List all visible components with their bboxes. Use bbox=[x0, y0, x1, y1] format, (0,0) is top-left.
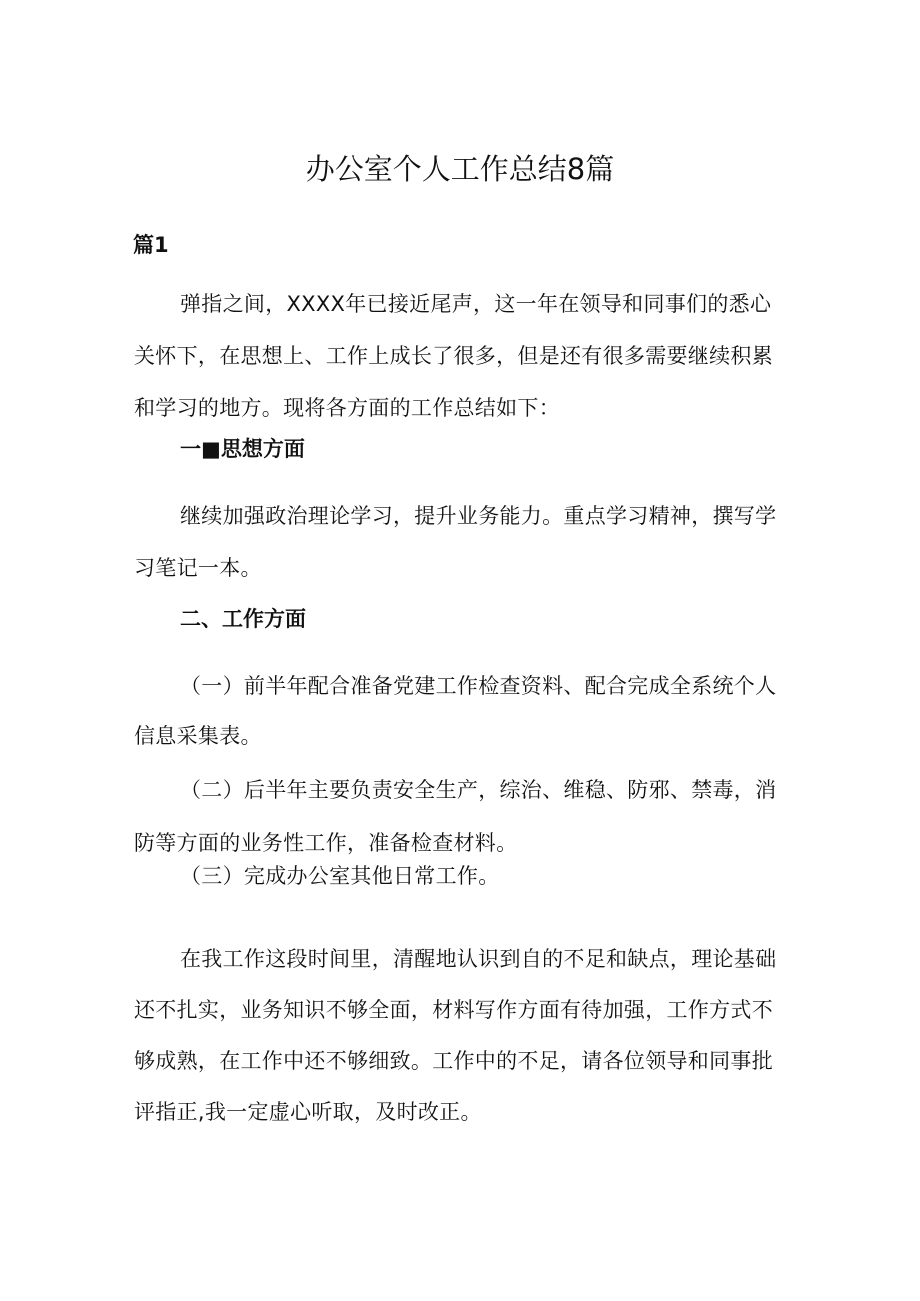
intro-paragraph: 弹指之间，XXXX年已接近尾声，这一年在领导和同事们的悉心关怀下，在思想上、工作上成长了很多，但是还有很多需要继续积累和学习的地方。现将各方面的工作总结如下： bbox=[134, 292, 773, 420]
section-heading-work: 二、工作方面 bbox=[180, 607, 306, 631]
work-item-3: （三）完成办公室其他日常工作。 bbox=[180, 864, 500, 888]
work-item-2: （二）后半年主要负责安全生产，综治、维稳、防邪、禁毒，消防等方面的业务性工作，准备检查材料。 bbox=[134, 778, 777, 855]
work-item-1: （一）前半年配合准备党建工作检查资料、配合完成全系统个人信息采集表。 bbox=[134, 674, 777, 748]
self-review-paragraph: 在我工作这段时间里，清醒地认识到自的不足和缺点，理论基础还不扎实，业务知识不够全面，材料写作方面有待加强，工作方式不够成熟，在工作中还不够细致。工作中的不足，请各位领导和同事批评指正,我一定虚心听取，及时改正。 bbox=[134, 947, 777, 1124]
section-heading-thought: 一■思想方面 bbox=[180, 437, 305, 461]
chapter-label: 篇1 bbox=[133, 233, 169, 257]
section-paragraph-thought: 继续加强政治理论学习，提升业务能力。重点学习精神，撰写学习笔记一本。 bbox=[134, 504, 777, 580]
document-title: 办公室个人工作总结8篇 bbox=[305, 152, 615, 186]
